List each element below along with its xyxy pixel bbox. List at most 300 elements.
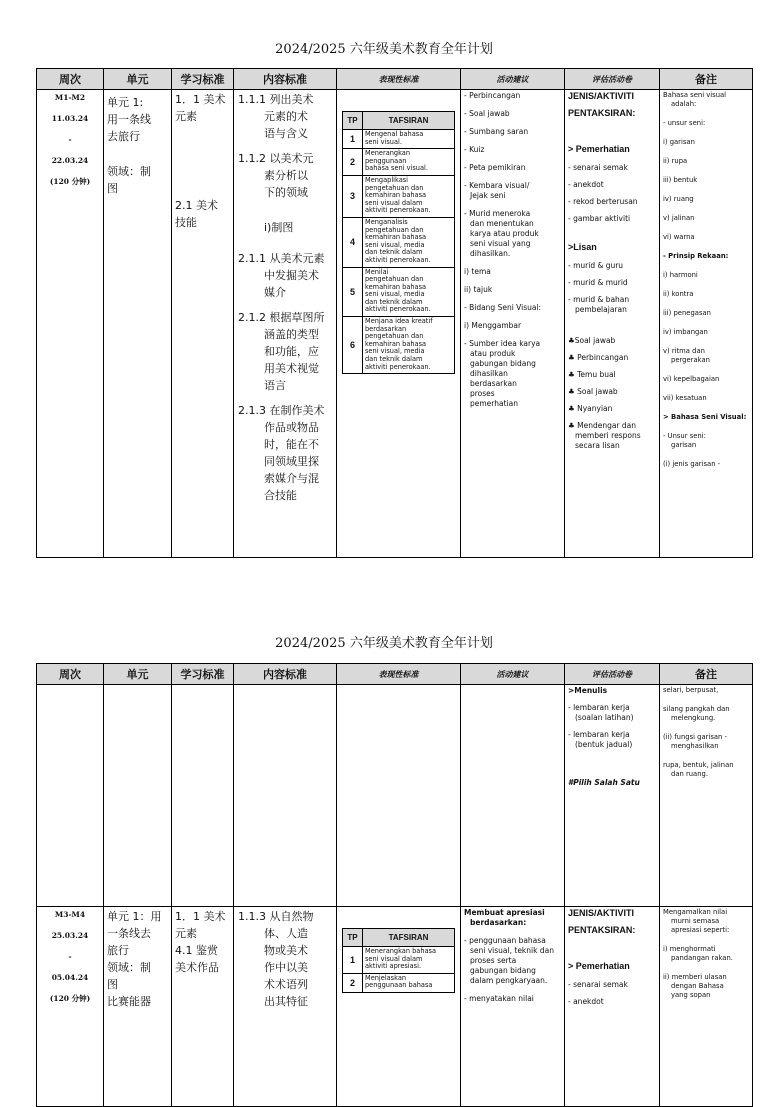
week-cell: [37, 685, 104, 907]
content-standard-cell: [234, 907, 337, 1107]
column-header: 内容标准: [234, 664, 337, 685]
tp-table: [342, 928, 455, 993]
club-item: [568, 421, 656, 451]
note-item-line: pandangan rakan.: [671, 954, 733, 962]
content-standard-heading: 1.1.1 列出美术: [238, 93, 314, 106]
week-text: 11.03.24: [51, 114, 89, 123]
column-header: 周次: [37, 664, 104, 685]
content-standard-cell: [234, 685, 337, 907]
note-item: [663, 733, 749, 751]
activity-item-line: karya atau produk: [470, 229, 539, 238]
assessment-heading-line: JENIS/AKTIVITI: [568, 908, 635, 918]
notes-cell: [660, 685, 753, 907]
note-item: - Prinsip Rekaan:: [663, 252, 729, 260]
note-item: (i) jenis garisan -: [663, 460, 721, 468]
tafsiran-header: TAFSIRAN: [363, 929, 455, 947]
assessment-item: [568, 261, 656, 271]
content-standard-item: [238, 91, 333, 142]
activity-item: - Soal jawab: [464, 109, 510, 118]
learning-standard-text: 元素: [175, 927, 197, 940]
notes-cell: [660, 907, 753, 1107]
tp-description-line: seni visual, media: [365, 290, 425, 299]
tp-description-line: aktiviti apresiasi.: [365, 962, 422, 971]
note-item-line: rupa, bentuk, jalinan: [663, 761, 734, 769]
assessment-item: [568, 980, 656, 990]
tp-description-line: kemahiran bahasa: [365, 233, 427, 242]
spacer: [175, 125, 230, 143]
content-standard-line: 中发掘美术: [264, 269, 319, 282]
club-item-line: ♣ Mendengar dan: [568, 421, 637, 430]
unit-cell: [104, 90, 172, 558]
column-header: 备注: [660, 69, 753, 90]
tp-description-line: Menganalisis: [365, 217, 408, 226]
tp-description-line: Mengenal bahasa: [365, 130, 424, 138]
spacer: [175, 161, 230, 179]
content-standard-line: 元素的术: [264, 110, 308, 123]
assessment-item: [568, 686, 656, 696]
activity-item-line: berdasarkan:: [470, 918, 527, 927]
note-item: [663, 91, 749, 109]
column-header: 学习标准: [172, 664, 234, 685]
tp-description: [363, 175, 455, 217]
column-header: 活动建议: [461, 69, 565, 90]
club-item-line: ♣Soal jawab: [568, 336, 616, 345]
table-row-week-m1-m2: [37, 90, 753, 558]
tp-description-line: Mengaplikasi: [365, 175, 409, 184]
pemerhatian-heading: > Pemerhatian: [568, 144, 630, 154]
page-title-2: 2024/2025 六年级美术教育全年计划: [275, 636, 493, 651]
tp-description-line: aktiviti penerokaan.: [365, 206, 431, 215]
lisan-heading: >Lisan: [568, 242, 597, 252]
tp-row: [343, 947, 455, 974]
assessment-item-line: - murid & murid: [568, 278, 628, 287]
column-header: 内容标准: [234, 69, 337, 90]
unit-text: 领域：制: [107, 165, 151, 178]
activity-item: - Kuiz: [464, 145, 485, 154]
note-item: i) garisan: [663, 138, 695, 146]
learning-standard-text: 技能: [175, 216, 197, 229]
activity-item-line: dihasilkan.: [470, 249, 511, 258]
column-header: 活动建议: [461, 664, 565, 685]
tp-description-line: pengetahuan dan: [365, 225, 424, 234]
assessment-item: [568, 295, 656, 315]
activity-item-line: - Murid meneroka: [464, 209, 531, 218]
tp-row: [343, 217, 455, 267]
note-item-line: yang sopan: [671, 991, 711, 999]
activity-item: [464, 181, 561, 201]
assessment-heading-line: JENIS/AKTIVITI: [568, 91, 635, 101]
club-item-line: ♣ Temu bual: [568, 370, 616, 379]
learning-standard-cell: [172, 907, 234, 1107]
note-item: [663, 432, 749, 450]
learning-standard-text: 2.1 美术: [175, 199, 218, 212]
learning-standard-cell: [172, 685, 234, 907]
week-cell: [37, 907, 104, 1107]
content-standard-line: 索媒介与混: [264, 472, 319, 485]
week-cell: [37, 90, 104, 558]
content-standard-line: 下的领域: [264, 186, 308, 199]
content-standard-heading: 1.1.3 从自然物: [238, 910, 314, 923]
assessment-item-line: - rekod berterusan: [568, 197, 638, 206]
content-standard-item: [238, 150, 333, 236]
unit-text: 去旅行: [107, 130, 140, 143]
tp-level: 4: [343, 217, 363, 267]
note-item: vii) kesatuan: [663, 394, 707, 402]
activity-item: i) tema: [464, 267, 491, 276]
performance-standard-cell: [337, 685, 461, 907]
note-item: iii) bentuk: [663, 176, 698, 184]
unit-text: 图: [107, 182, 118, 195]
column-header: 备注: [660, 664, 753, 685]
note-item: [663, 705, 749, 723]
activity-item-line: proses: [470, 389, 495, 398]
tp-description-line: Menerangkan: [365, 149, 411, 158]
activity-item: - Peta pemikiran: [464, 163, 526, 172]
activity-item-line: dan menentukan: [470, 219, 534, 228]
activity-cell: [461, 90, 565, 558]
activity-cell: [461, 685, 565, 907]
note-item: > Bahasa Seni Visual:: [663, 413, 747, 421]
content-standard-line: 语言: [264, 379, 286, 392]
assessment-item-line: (soalan latihan): [575, 713, 634, 722]
tp-description-line: aktiviti penerokaan.: [365, 362, 431, 371]
note-item: [663, 686, 749, 695]
content-standard-line: 和功能，应: [264, 345, 319, 358]
activity-item: - Bidang Seni Visual:: [464, 303, 542, 312]
spacer: [175, 143, 230, 161]
spacer: [568, 322, 656, 336]
assessment-item-line: - senarai semak: [568, 980, 628, 989]
content-standard-heading: 1.1.2 以美术元: [238, 152, 314, 165]
table-header-row: [37, 69, 753, 90]
week-text: -: [68, 952, 72, 961]
content-standard-line: i)制图: [264, 221, 294, 234]
tp-row: [343, 175, 455, 217]
page-title: 2024/2025 六年级美术教育全年计划: [275, 42, 493, 57]
unit-text: 用一条线: [107, 113, 151, 126]
tp-description-line: pengetahuan dan: [365, 275, 424, 284]
activity-item: [464, 994, 561, 1004]
tp-description-line: seni visual dalam: [365, 198, 423, 207]
unit-cell: [104, 685, 172, 907]
column-header: 学习标准: [172, 69, 234, 90]
club-item-line: ♣ Perbincangan: [568, 353, 629, 362]
activity-cell: [461, 907, 565, 1107]
note-item: vi) kepelbagaian: [663, 375, 720, 383]
activity-item-line: pemerhatian: [470, 399, 518, 408]
plan-table-page-1: [36, 68, 753, 558]
week-text: 05.04.24: [51, 973, 89, 982]
tp-description-line: kemahiran bahasa: [365, 191, 427, 200]
content-standard-line: 作品或物品: [264, 421, 319, 434]
note-item-line: ii) memberi ulasan: [663, 973, 727, 981]
activity-item: [464, 339, 561, 409]
unit-text: 单元 1：用: [107, 910, 162, 923]
content-standard-line: 用美术视觉: [264, 362, 319, 375]
plan-table-page-2: [36, 663, 753, 1107]
club-item: [568, 336, 656, 346]
tp-row: [343, 267, 455, 317]
spacer: [175, 179, 230, 197]
tp-description-line: kemahiran bahasa: [365, 339, 427, 348]
activity-item-line: atau produk: [470, 349, 516, 358]
note-item-line: Mengamalkan nilai: [663, 908, 728, 916]
activity-item-line: - Kembara visual/: [464, 181, 530, 190]
tp-description-line: pengetahuan dan: [365, 332, 424, 341]
note-item-line: (ii) fungsi garisan -: [663, 733, 727, 741]
unit-text: 比赛能器: [107, 995, 151, 1008]
learning-standard-text: 1．1 美术: [175, 93, 226, 106]
activity-item: - Perbincangan: [464, 91, 521, 100]
assessment-item-line: - lembaran kerja: [568, 703, 630, 712]
note-item-line: melengkung.: [671, 714, 716, 722]
note-item-line: silang pangkah dan: [663, 705, 730, 713]
tp-row: [343, 317, 455, 374]
assessment-heading: [568, 91, 656, 118]
content-standard-line: 语与含义: [264, 127, 308, 140]
notes-cell: [660, 90, 753, 558]
unit-text: 旅行: [107, 944, 129, 957]
content-standard-item: [238, 309, 333, 394]
activity-item: i) Menggambar: [464, 321, 522, 330]
club-item-line: ♣ Nyanyian: [568, 404, 613, 413]
activity-item-line: Membuat apresiasi: [464, 908, 545, 917]
tp-level: 3: [343, 175, 363, 217]
note-item: iv) imbangan: [663, 328, 708, 336]
table-row-continued: [37, 685, 753, 907]
assessment-item-line: - gambar aktiviti: [568, 214, 631, 223]
tp-description-line: Menerangkan bahasa: [365, 947, 437, 955]
content-standard-line: 时，能在不: [264, 438, 319, 451]
note-item: iii) penegasan: [663, 309, 711, 317]
assessment-item-line: - senarai semak: [568, 163, 628, 172]
learning-standard-text: 4.1 鉴赏: [175, 944, 218, 957]
learning-standard-text: 1．1 美术: [175, 910, 226, 923]
tp-description-line: penggunaan: [365, 156, 407, 165]
evaluation-cell: [565, 685, 660, 907]
club-item-line: ♣ Soal jawab: [568, 387, 618, 396]
learning-standard-cell: [172, 90, 234, 558]
tp-description-line: seni visual.: [365, 137, 402, 146]
note-item-line: selari, berpusat,: [663, 686, 719, 694]
content-standard-heading: 2.1.3 在制作美术: [238, 404, 325, 417]
week-text: (120 分钟): [49, 177, 91, 186]
week-text: (120 分钟): [49, 994, 91, 1003]
column-header: 表现性标准: [337, 664, 461, 685]
column-header: 周次: [37, 69, 104, 90]
note-item: [663, 908, 749, 935]
content-standard-item: [238, 402, 333, 504]
activity-item-line: gabungan bidang: [470, 359, 536, 368]
assessment-item: [568, 703, 656, 723]
activity-item-line: berdasarkan: [470, 379, 517, 388]
tp-description: [363, 267, 455, 317]
tp-description-line: dan teknik dalam: [365, 248, 423, 257]
week-text: -: [68, 135, 72, 144]
assessment-item: [568, 180, 656, 190]
club-item-line: memberi respons: [575, 431, 641, 440]
activity-item: [464, 936, 561, 986]
tp-description-line: seni visual, media: [365, 240, 425, 249]
learning-standard-text: 元素: [175, 110, 197, 123]
activity-item-line: proses serta: [470, 956, 517, 965]
tp-description: [363, 149, 455, 176]
tp-header: TP: [343, 112, 363, 130]
spacer: [238, 201, 333, 219]
assessment-item-line: - lembaran kerja: [568, 730, 630, 739]
unit-text: 单元 1:: [107, 96, 144, 109]
tp-description-line: dan teknik dalam: [365, 297, 423, 306]
content-standard-line: 媒介: [264, 286, 286, 299]
note-item: [663, 761, 749, 779]
learning-standard-text: 美术作品: [175, 961, 219, 974]
tp-level: 1: [343, 130, 363, 149]
note-item-line: i) menghormati: [663, 945, 716, 953]
tp-description-line: kemahiran bahasa: [365, 282, 427, 291]
column-header: 单元: [104, 69, 172, 90]
unit-text: 图: [107, 978, 118, 991]
tp-row: [343, 130, 455, 149]
activity-item-line: Jejak seni: [470, 191, 506, 200]
week-text: M1-M2: [54, 93, 86, 102]
note-item: ii) rupa: [663, 157, 688, 165]
evaluation-cell: [565, 907, 660, 1107]
activity-item: - Sumbang saran: [464, 127, 529, 136]
club-item: [568, 404, 656, 414]
tp-row: [343, 973, 455, 992]
tp-description-line: berdasarkan: [365, 324, 407, 333]
tp-description-line: bahasa seni visual.: [365, 164, 428, 173]
activity-item-line: seni visual, teknik dan: [470, 946, 554, 955]
week-text: 25.03.24: [51, 931, 89, 940]
note-item-line: v) ritma dan: [663, 347, 705, 355]
tp-level: 2: [343, 973, 363, 992]
table-row-week-m3-m4: [37, 907, 753, 1107]
assessment-item: [568, 778, 656, 788]
content-standard-line: 作中以美: [264, 961, 308, 974]
assessment-item-line: - anekdot: [568, 180, 604, 189]
activity-item-line: - menyatakan nilai: [464, 994, 534, 1003]
tp-description: [363, 947, 455, 974]
week-text: 22.03.24: [51, 156, 89, 165]
assessment-item: [568, 214, 656, 224]
content-standard-line: 物或美术: [264, 944, 308, 957]
unit-text: 领域：制: [107, 961, 151, 974]
evaluation-cell: [565, 90, 660, 558]
note-item-line: dan ruang.: [671, 770, 708, 778]
tp-header: TP: [343, 929, 363, 947]
performance-standard-cell: [337, 90, 461, 558]
assessment-item-line: #Pilih Salah Satu: [568, 778, 640, 787]
tp-level: 1: [343, 947, 363, 974]
assessment-item: [568, 997, 656, 1007]
column-header: 单元: [104, 664, 172, 685]
tp-level: 2: [343, 149, 363, 176]
unit-text: 一条线去: [107, 927, 151, 940]
tp-description-line: seni visual dalam: [365, 954, 423, 963]
note-item-line: murni semasa: [671, 917, 720, 925]
activity-item-line: gabungan bidang: [470, 966, 536, 975]
content-standard-line: 同领域里探: [264, 455, 319, 468]
tp-description-line: Menjelaskan: [365, 973, 407, 982]
tp-table: [342, 111, 455, 374]
tp-description: [363, 217, 455, 267]
club-item-line: secara lisan: [575, 441, 620, 450]
assessment-item-line: - murid & bahan: [568, 295, 630, 304]
note-item-line: Bahasa seni visual: [663, 91, 727, 99]
note-item-line: - Unsur seni:: [663, 432, 706, 440]
assessment-item-line: (bentuk jadual): [575, 740, 633, 749]
note-item: [663, 347, 749, 365]
tp-description-line: aktiviti penerokaan.: [365, 305, 431, 314]
assessment-item-line: - murid & guru: [568, 261, 624, 270]
content-standard-line: 涵盖的类型: [264, 328, 319, 341]
content-standard-cell: [234, 90, 337, 558]
tp-description-line: pengetahuan dan: [365, 183, 424, 192]
assessment-item: [568, 278, 656, 288]
assessment-item: [568, 197, 656, 207]
performance-standard-cell: [337, 907, 461, 1107]
tp-description: [363, 130, 455, 149]
content-standard-heading: 2.1.1 从美术元素: [238, 252, 325, 265]
tp-description-line: aktiviti penerokaan.: [365, 255, 431, 264]
note-item-line: garisan: [671, 441, 697, 449]
activity-item-line: dihasilkan: [470, 369, 508, 378]
activity-item: [464, 908, 561, 928]
activity-item-line: dalam pengkaryaan.: [470, 976, 548, 985]
note-item: ii) kontra: [663, 290, 694, 298]
tp-description: [363, 973, 455, 992]
assessment-item: [568, 730, 656, 750]
content-standard-item: [238, 250, 333, 301]
tp-level: 5: [343, 267, 363, 317]
assessment-heading: [568, 908, 656, 935]
note-item: i) harmoni: [663, 271, 698, 279]
activity-item-line: seni visual yang: [470, 239, 531, 248]
club-item: [568, 353, 656, 363]
note-item: v) jalinan: [663, 214, 695, 222]
tafsiran-header: TAFSIRAN: [363, 112, 455, 130]
activity-item: [464, 209, 561, 259]
content-standard-line: 出其特征: [264, 995, 308, 1008]
assessment-item-line: pembelajaran: [575, 305, 627, 314]
content-standard-line: 合技能: [264, 489, 297, 502]
tp-description-line: Menilai: [365, 267, 389, 276]
unit-cell: [104, 907, 172, 1107]
column-header: 评估活动卷: [565, 664, 660, 685]
table-header-row: [37, 664, 753, 685]
activity-item-line: - penggunaan bahasa: [464, 936, 546, 945]
tp-level: 6: [343, 317, 363, 374]
note-item: [663, 973, 749, 1000]
tp-description-line: seni visual, media: [365, 347, 425, 356]
activity-item: ii) tajuk: [464, 285, 493, 294]
spacer: [107, 145, 168, 163]
note-item: vi) warna: [663, 233, 695, 241]
note-item-line: menghasilkan: [671, 742, 719, 750]
tp-description: [363, 317, 455, 374]
assessment-item-line: - anekdot: [568, 997, 604, 1006]
note-item-line: pergerakan: [671, 356, 710, 364]
assessment-heading-line: PENTAKSIRAN:: [568, 108, 636, 118]
note-item-line: dengan Bahasa: [671, 982, 724, 990]
pemerhatian-heading: > Pemerhatian: [568, 961, 630, 971]
content-standard-line: 素分析以: [264, 169, 308, 182]
column-header: 评估活动卷: [565, 69, 660, 90]
tp-description-line: penggunaan bahasa: [365, 981, 433, 990]
activity-item-line: - Sumber idea karya: [464, 339, 541, 348]
tp-row: [343, 149, 455, 176]
